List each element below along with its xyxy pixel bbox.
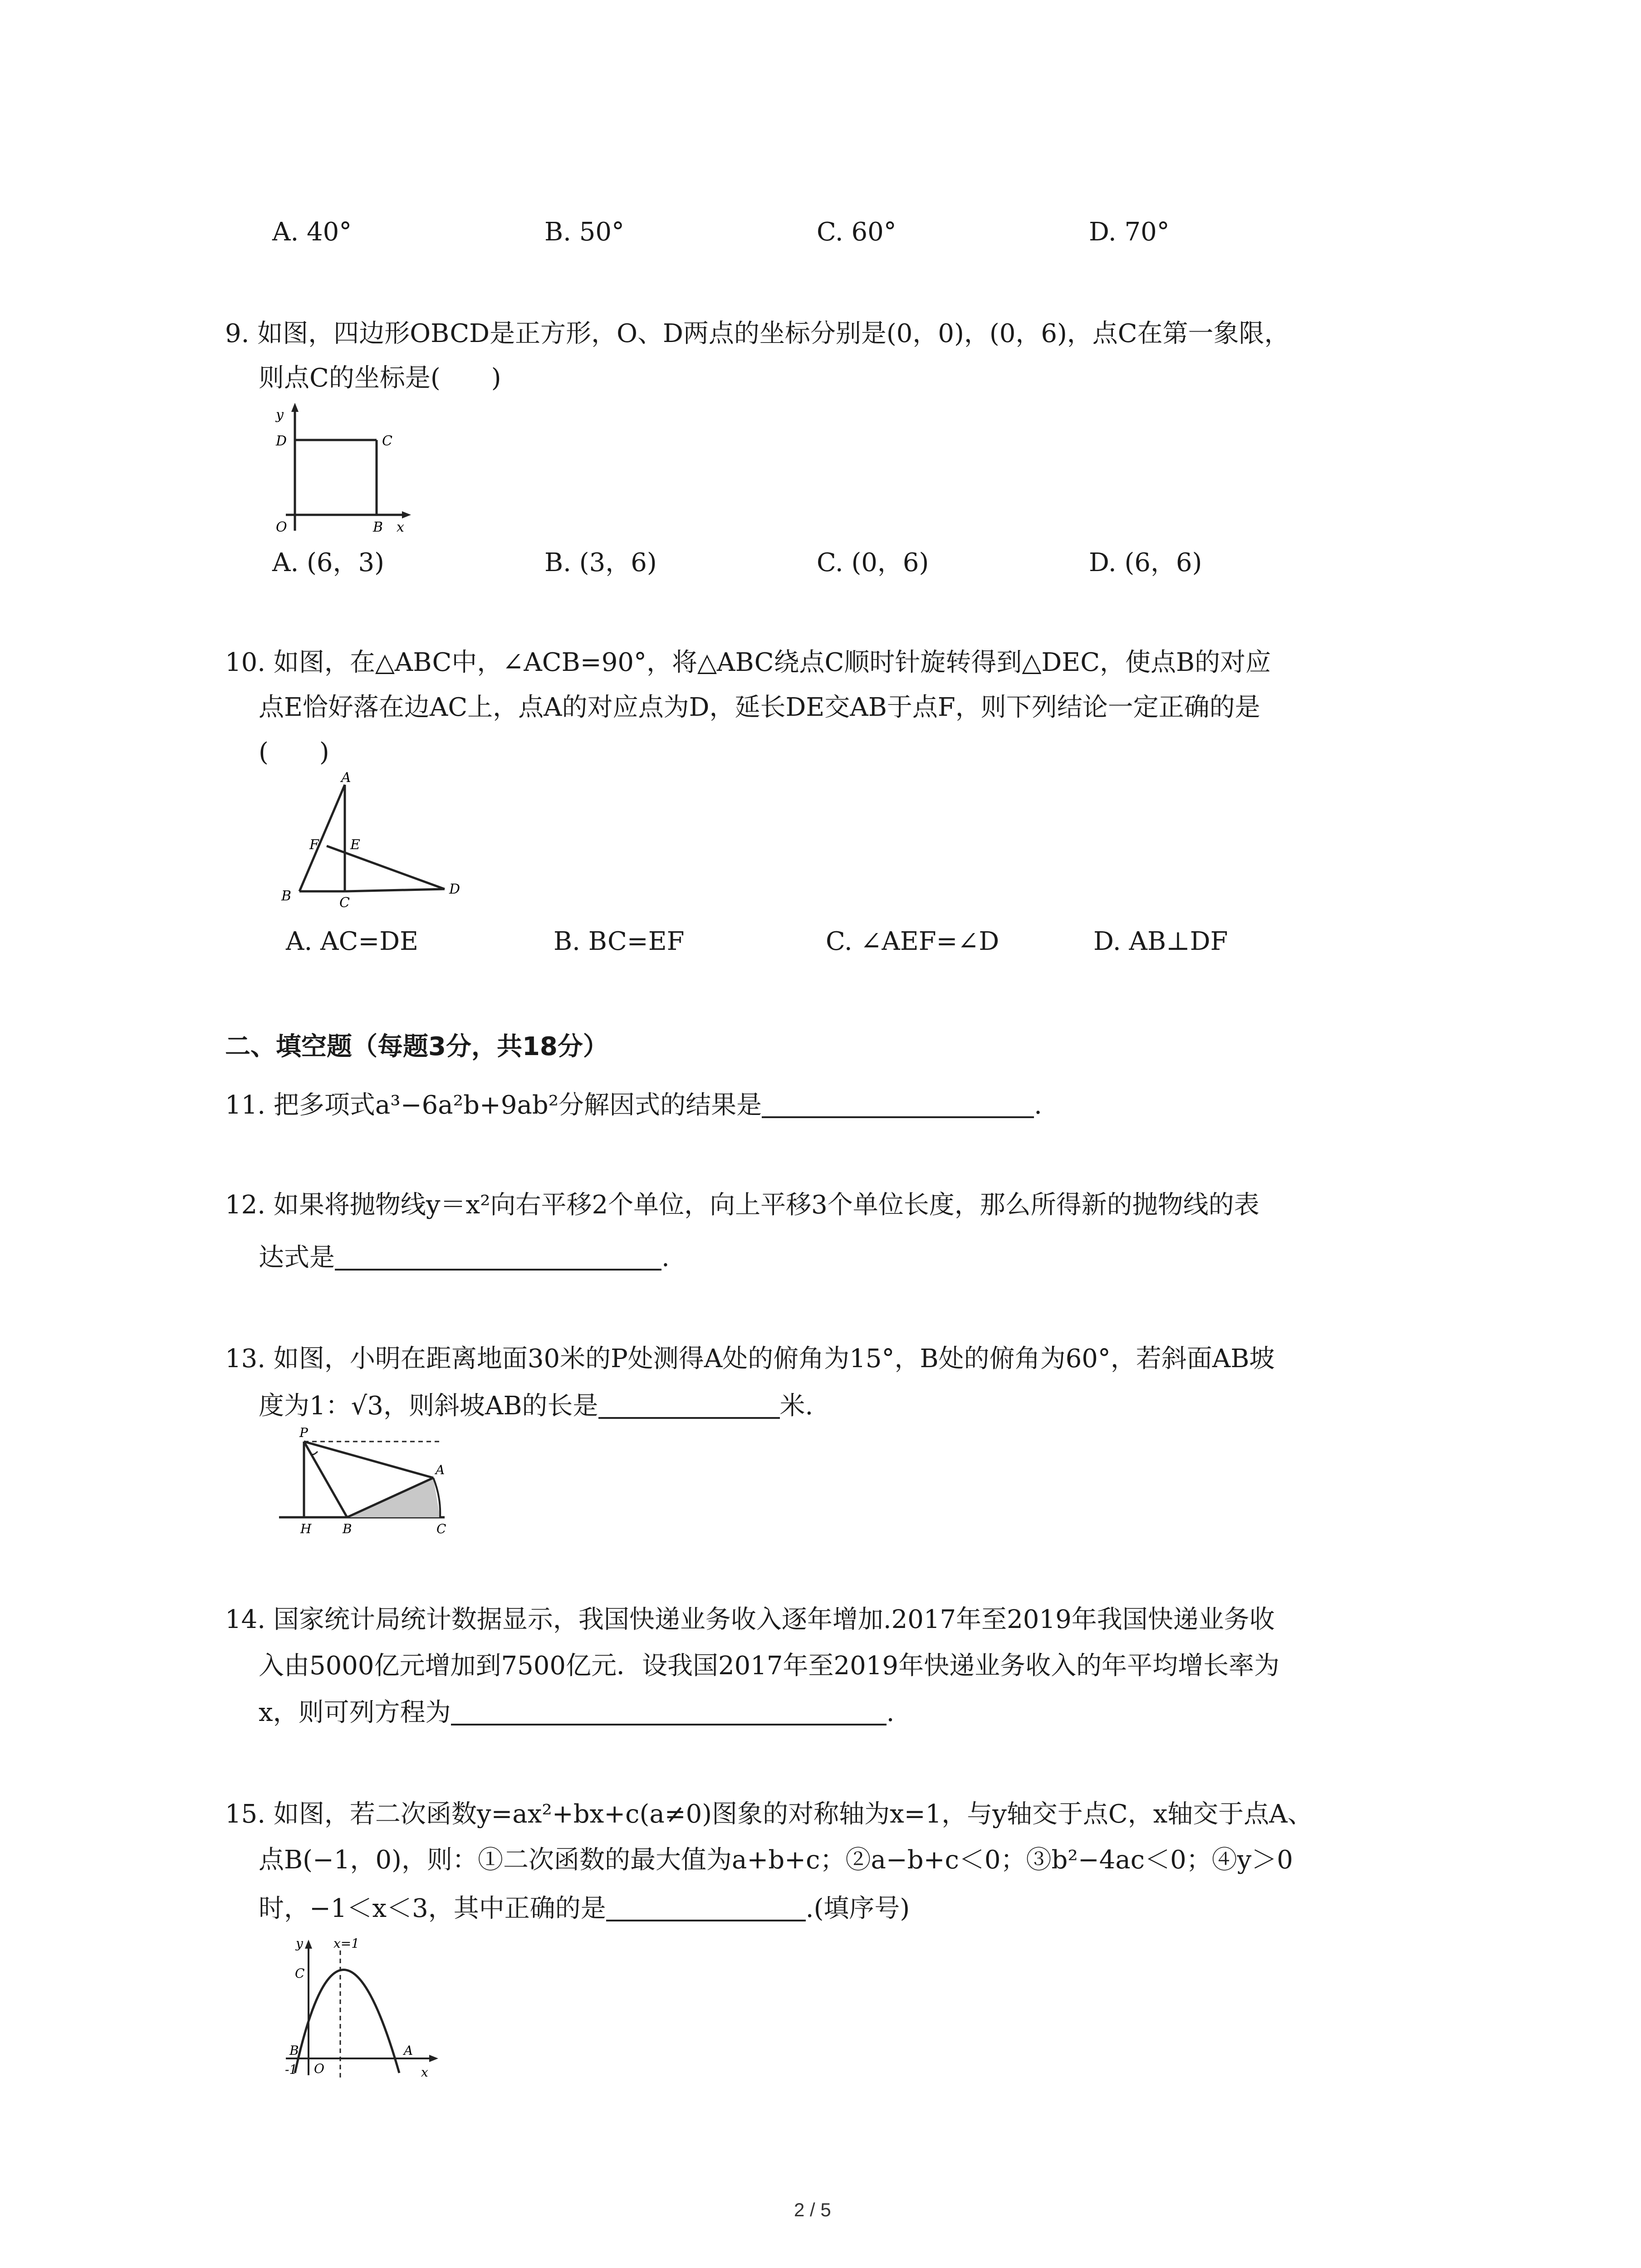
q13-answer-blank[interactable] [598, 1392, 780, 1419]
q9-square-figure [268, 399, 417, 535]
q13-line2 [259, 1392, 813, 1419]
q12-line1: 12. 如果将抛物线y＝x²向右平移2个单位，向上平移3个单位长度，那么所得新的抛物线的表 [225, 1190, 1259, 1220]
q15-label-b: B [289, 2043, 299, 2058]
q10-line2: 点E恰好落在边AC上，点A的对应点为D，延长DE交AB于点F，则下列结论一定正确的是 [259, 693, 1260, 722]
q15-line3 [259, 1894, 910, 1921]
q13-prompt: 度为1：√3，则斜坡AB的长是 [259, 1391, 598, 1421]
q10-triangle-figure [272, 771, 467, 916]
q15-line1: 15. 如图，若二次函数y=ax²+bx+c(a≠0)图象的对称轴为x=1，与y轴交于点C，x轴交于点A、 [225, 1799, 1313, 1829]
q8-option-b: B. 50° [544, 217, 625, 247]
q13-line1: 13. 如图，小明在距离地面30米的P处测得A处的俯角为15°，B处的俯角为60°，若斜面AB坡 [225, 1344, 1275, 1374]
q10-line1: 10. 如图，在△ABC中，∠ACB=90°，将△ABC绕点C顺时针旋转得到△DEC，使点B的对应 [225, 648, 1271, 677]
q15-label-a: A [404, 2043, 413, 2058]
q10-option-a: A. AC=DE [286, 927, 419, 956]
q10-label-d: D [449, 881, 460, 897]
q13-label-b: B [343, 1521, 352, 1536]
q10-label-f: F [309, 837, 319, 853]
page-number: 2 / 5 [794, 2199, 831, 2220]
q9-label-d: D [276, 433, 287, 449]
q11-text [225, 1091, 1042, 1118]
q14-line2: 入由5000亿元增加到7500亿元．设我国2017年至2019年快递业务收入的年平均增长率为 [259, 1651, 1280, 1681]
q10-option-c: C. ∠AEF=∠D [826, 927, 999, 956]
q13-label-c: C [436, 1521, 446, 1536]
q9-label-c: C [382, 433, 392, 449]
q11-prompt: 11. 把多项式a³−6a²b+9ab²分解因式的结果是 [225, 1090, 762, 1120]
q10-line3: ( ) [259, 738, 329, 767]
q13-slope-figure [272, 1424, 463, 1538]
q9-label-o: O [276, 519, 287, 535]
q9-option-d: D. (6，6) [1089, 548, 1202, 577]
q14-prompt: x，则可列方程为 [259, 1698, 451, 1727]
q10-label-b: B [281, 888, 292, 904]
q10-label-a: A [341, 771, 351, 786]
q15-label-minus1: -1 [285, 2062, 298, 2077]
q15-line2: 点B(−1，0)，则：①二次函数的最大值为a+b+c；②a−b+c＜0；③b²−4ac＜0；④y＞0 [259, 1845, 1293, 1875]
q15-prompt: 时，−1＜x＜3，其中正确的是 [259, 1894, 606, 1923]
q10-option-b: B. BC=EF [554, 927, 685, 956]
q11-end: . [1034, 1090, 1042, 1120]
q9-line2: 则点C的坐标是( ) [259, 363, 501, 393]
section-heading-fill-blank: 二、填空题（每题3分，共18分） [225, 1032, 608, 1061]
q9-label-y: y [276, 407, 284, 423]
q9-label-b: B [373, 519, 383, 535]
q13-label-h: H [300, 1521, 312, 1536]
q12-end: . [661, 1243, 670, 1272]
q9-option-c: C. (0，6) [817, 548, 929, 577]
q9-label-x: x [397, 519, 404, 535]
q15-label-x: x [421, 2065, 428, 2080]
q8-option-c: C. 60° [817, 217, 896, 247]
q15-label-axis: x=1 [333, 1936, 360, 1951]
q14-end: . [886, 1698, 895, 1727]
q15-end: .(填序号) [805, 1894, 910, 1923]
q10-label-e: E [350, 837, 360, 853]
q15-parabola-figure [277, 1932, 445, 2082]
q13-end: 米. [779, 1391, 813, 1421]
q13-label-a: A [436, 1462, 445, 1477]
q9-line1: 9. 如图，四边形OBCD是正方形，O、D两点的坐标分别是(0，0)，(0，6)，点C在第一象限， [225, 319, 1290, 348]
q12-prompt: 达式是 [259, 1243, 335, 1272]
q8-option-d: D. 70° [1089, 217, 1170, 247]
q10-option-d: D. AB⊥DF [1093, 927, 1228, 956]
q13-label-p: P [299, 1425, 308, 1440]
q15-label-c: C [295, 1966, 305, 1981]
q15-answer-blank[interactable] [606, 1894, 806, 1921]
q9-option-b: B. (3，6) [544, 548, 657, 577]
q14-line1: 14. 国家统计局统计数据显示，我国快递业务收入逐年增加.2017年至2019年我国快递业务收 [225, 1605, 1275, 1634]
q14-answer-blank[interactable] [451, 1698, 887, 1725]
q15-label-o: O [314, 2061, 324, 2076]
q8-option-a: A. 40° [272, 217, 352, 247]
q15-label-y: y [296, 1936, 303, 1951]
q12-line2 [259, 1243, 670, 1271]
q14-line3 [259, 1698, 894, 1725]
q9-option-a: A. (6，3) [272, 548, 384, 577]
q12-answer-blank[interactable] [335, 1243, 661, 1271]
q11-answer-blank[interactable] [762, 1091, 1034, 1118]
q10-label-c: C [339, 895, 350, 911]
